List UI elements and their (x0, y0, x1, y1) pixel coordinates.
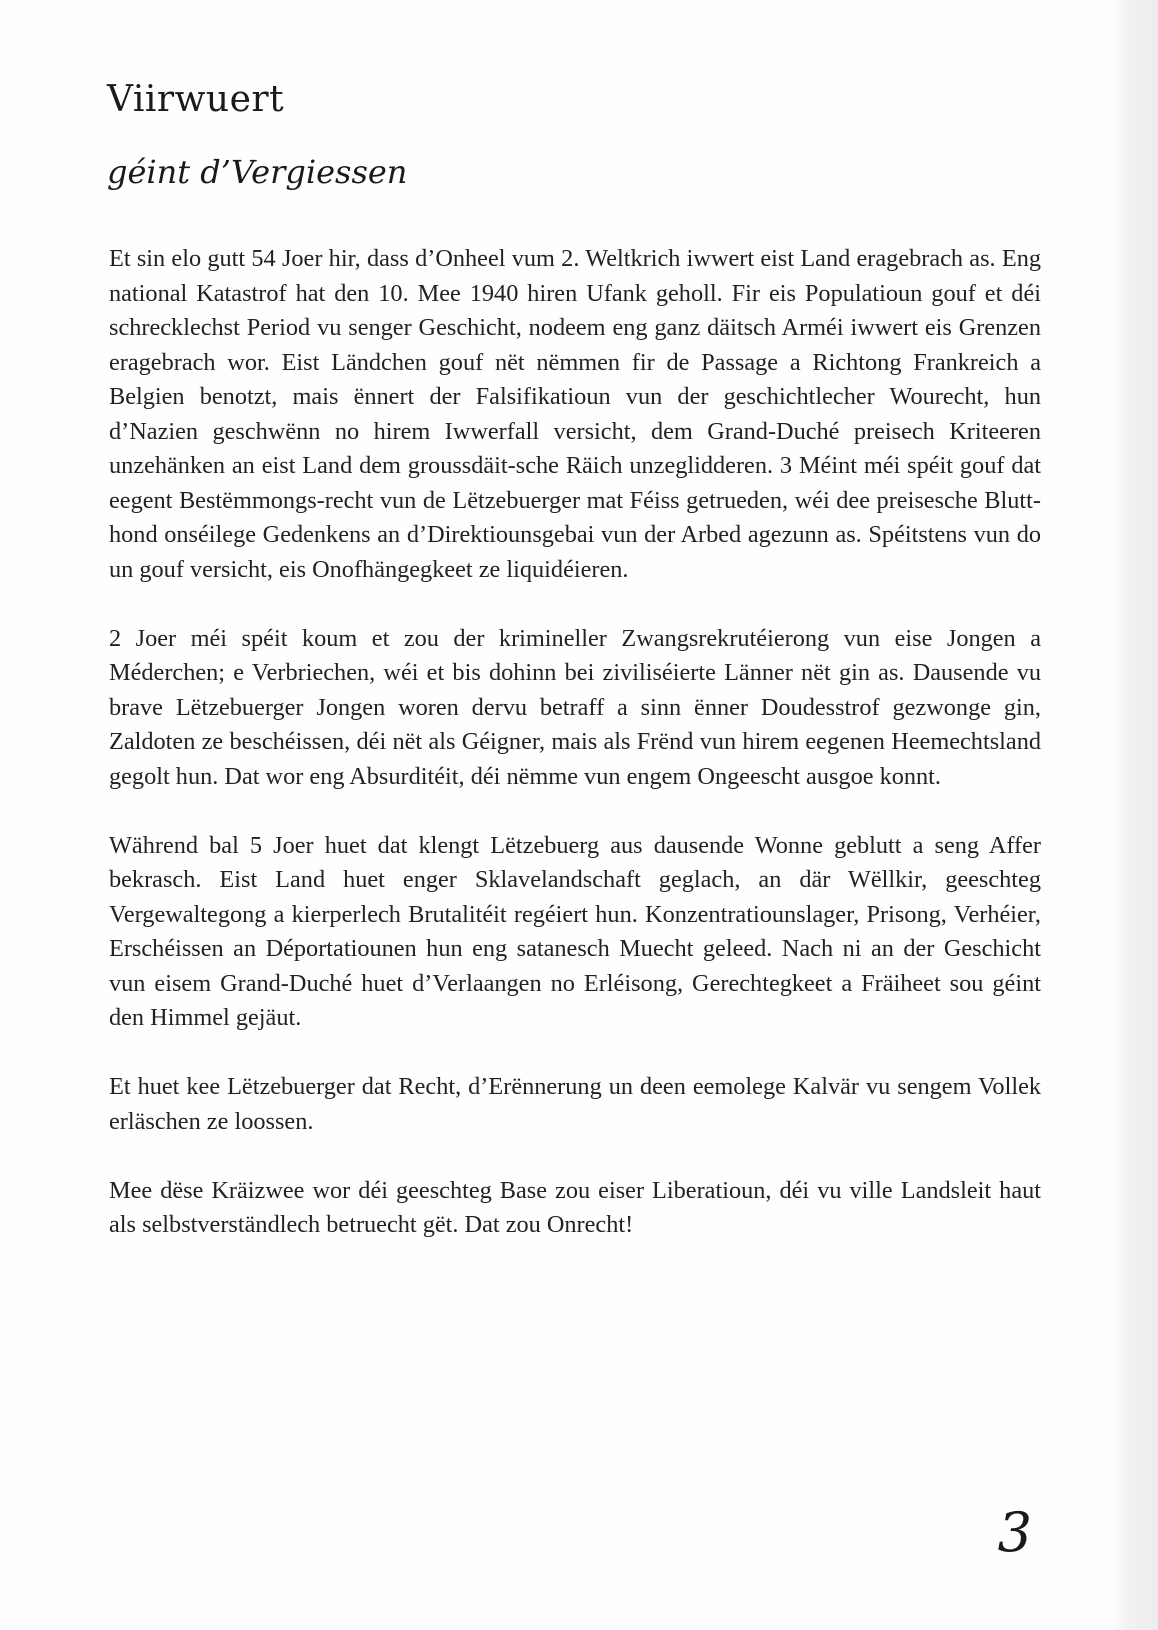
page-subtitle: géint d’Vergiessen (107, 153, 408, 191)
body-text (109, 242, 1041, 1243)
paragraph: Mee dëse Kräizwee wor déi geeschteg Base zou eiser Liberatioun, déi vu ville Landsleit haut als selbstverständlech betruecht gët. Dat zou Onrecht! (109, 1176, 1041, 1238)
paragraph: Et huet kee Lëtzebuerger dat Recht, d’Erënnerung un deen eemolege Kalvär vu sengem Vollek erläschen ze loossen. (109, 1073, 1041, 1135)
page-title: Viirwuert (107, 79, 285, 120)
paragraph: Während bal 5 Joer huet dat klengt Lëtzebuerg aus dausende Wonne geblutt a seng Affer bekrasch. Eist Land huet enger Sklavelandschaft geglach, an där Wëllkir, geeschteg Vergewaltegong a kierperlech Brutalitéit regéiert hun. Konzentratiounslager, Prisong, Verhéier, Erschéissen an Déportatiounen hun eng satanesch Muecht geleed. Nach ni an der Geschicht vun eisem Grand-Duché huet d’Verlaangen no Erléisong, Gerechtegkeet a Fräiheet sou géint den Himmel gejäut. (109, 831, 1041, 1031)
paragraph: Et sin elo gutt 54 Joer hir, dass d’Onheel vum 2. Weltkrich iwwert eist Land eragebrach as. Eng national Katastrof hat den 10. Mee 1940 hiren Ufank geholl. Fir eis Populatioun gouf et déi schrecklechst Period vu senger Geschicht, nodeem eng ganz däitsch Arméi iwwert eis Grenzen eragebrach wor. Eist Ländchen gouf nët nëmmen fir de Passage a Richtong Frankreich a Belgien benotzt, mais ënnert der Falsifikatioun vun der geschichtlecher Wourecht, hun d’Nazien geschwënn no hirem Iwwerfall versicht, dem Grand-Duché preisech Kriteeren unzehänken an eist Land dem groussdäit-sche Räich unzeglidderen. 3 Méint méi spéit gouf dat eegent Bestëmmongs-recht vun de Lëtzebuerger mat Féiss getrueden, wéi dee preisesche Blutt-hond onséilege Gedenkens an d’Direktiounsgebai vun der Arbed agezunn as. Spéitstens vun do un gouf versicht, eis Onofhängegkeet ze liquidéieren. (109, 245, 1041, 583)
scan-edge-shadow (1112, 0, 1158, 1630)
paragraph: 2 Joer méi spéit koum et zou der krimineller Zwangsrekrutéierong vun eise Jongen a Méderchen; e Verbriechen, wéi et bis dohinn bei ziviliséierte Länner nët gin as. Dausende vu brave Lëtzebuerger Jongen woren dervu betraff a sinn ënner Doudesstrof gezwonge gin, Zaldoten ze beschéissen, déi nët als Géigner, mais als Frënd vun hirem eegenen Heemechtsland gegolt hun. Dat wor eng Absurditéit, déi nëmme vun engem Ongeescht ausgoe konnt. (109, 624, 1041, 790)
page-number: 3 (997, 1501, 1032, 1564)
